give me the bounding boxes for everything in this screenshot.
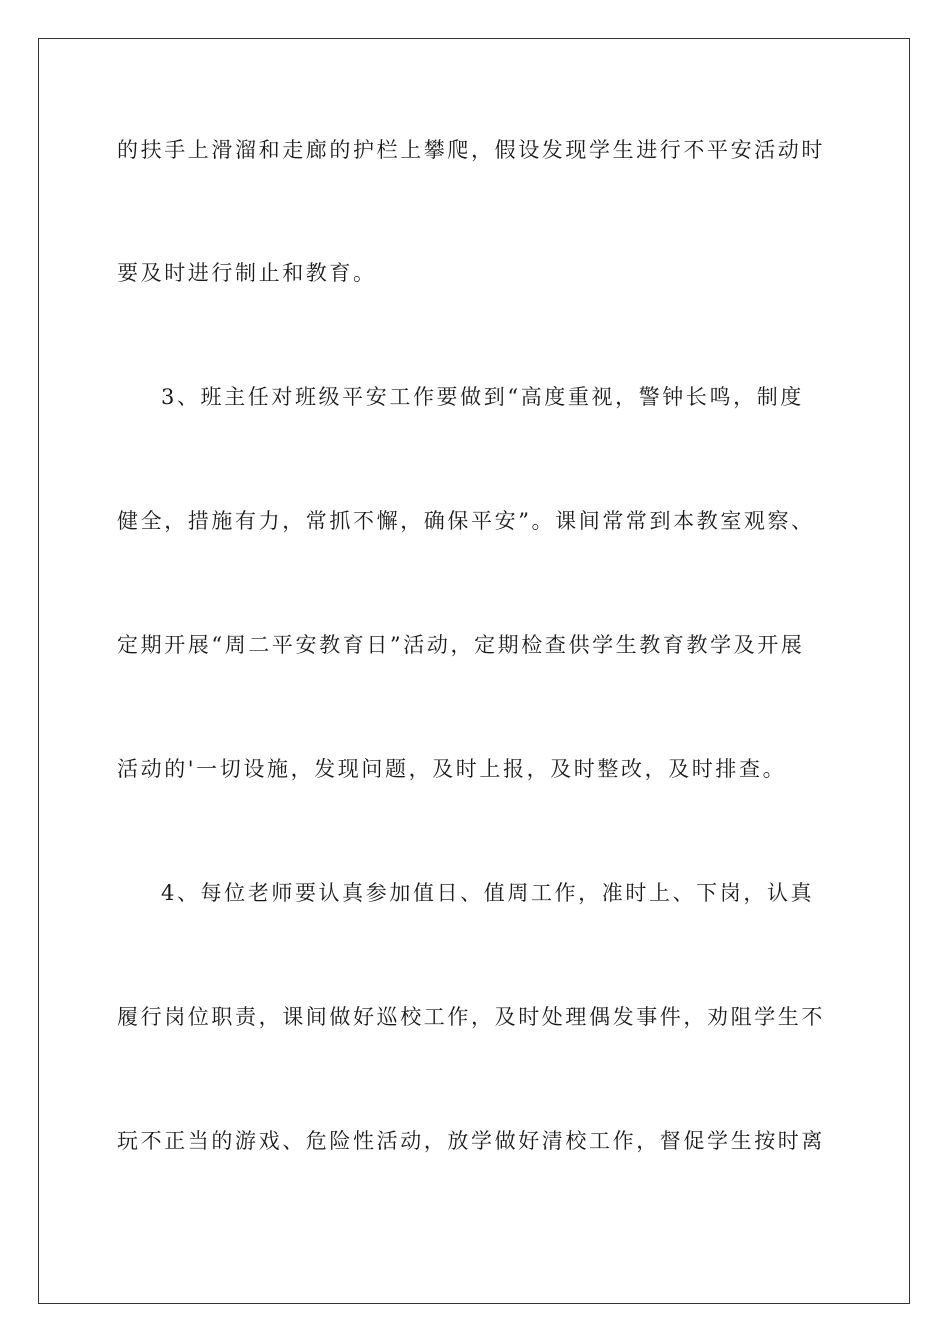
body-text-line: 要及时进行制止和教育。 [117, 261, 377, 285]
paragraph-4-start-line: 4、每位老师要认真参加值日、值周工作，准时上、下岗，认真 [161, 881, 815, 905]
body-text-line: 活动的'一切设施，发现问题，及时上报，及时整改，及时排查。 [117, 757, 787, 781]
body-text-line: 玩不正当的游戏、危险性活动，放学做好清校工作，督促学生按时离 [117, 1129, 825, 1153]
body-text-line: 的扶手上滑溜和走廊的护栏上攀爬，假设发现学生进行不平安活动时 [117, 138, 825, 162]
page-border [38, 38, 910, 1304]
paragraph-3-start-line: 3、班主任对班级平安工作要做到“高度重视，警钟长鸣，制度 [161, 385, 804, 409]
body-text-line: 定期开展“周二平安教育日”活动，定期检查供学生教育教学及开展 [117, 633, 805, 657]
body-text-line: 履行岗位职责，课间做好巡校工作，及时处理偶发事件，劝阻学生不 [117, 1005, 825, 1029]
body-text-line: 健全，措施有力，常抓不懈，确保平安”。课间常常到本教室观察、 [117, 509, 815, 533]
